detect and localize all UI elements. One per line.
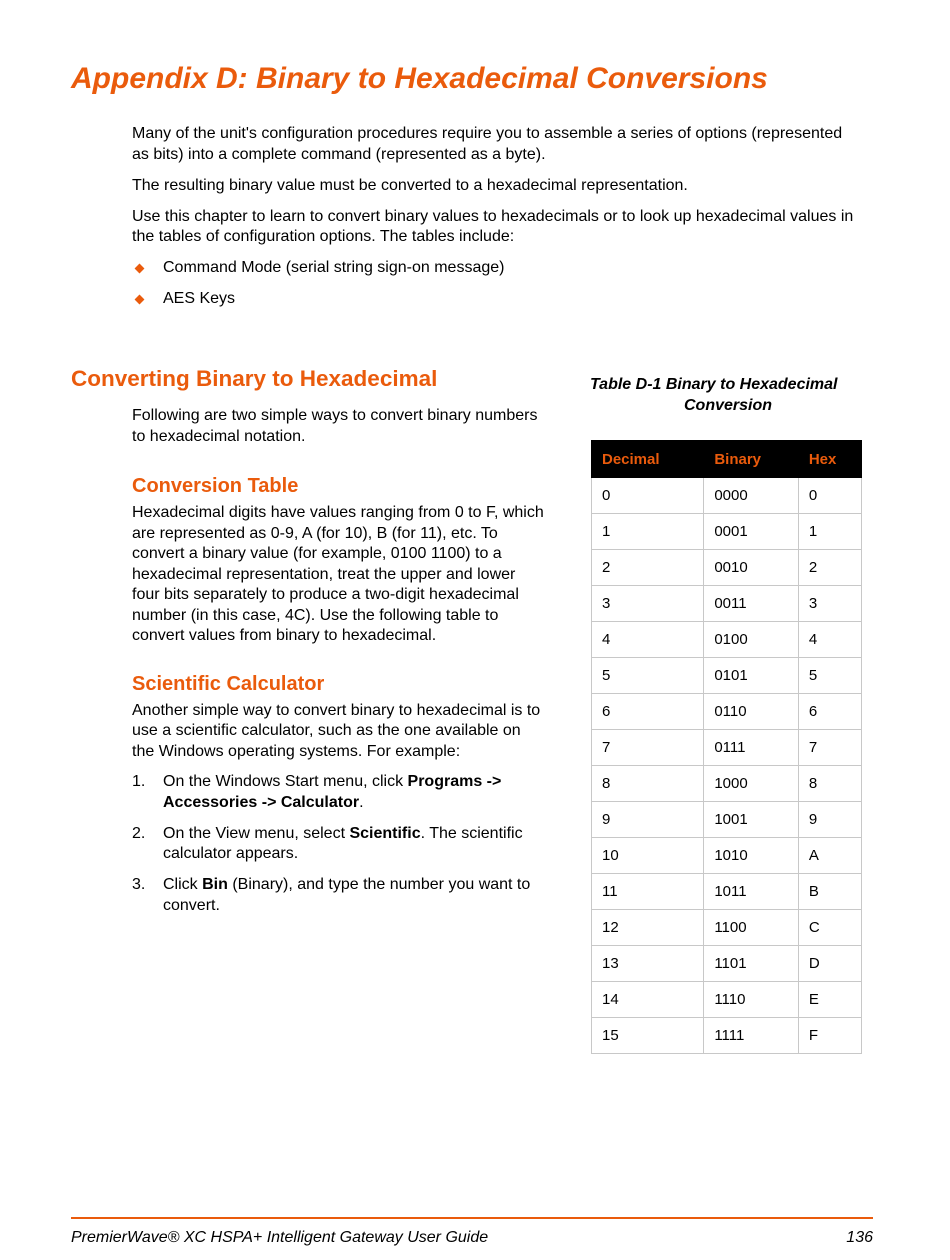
- cell-binary: 0001: [704, 514, 799, 550]
- step-bold-text: Bin: [202, 876, 228, 893]
- table-row: [592, 514, 862, 550]
- step-text: Click: [163, 876, 203, 893]
- cell-hex: 3: [798, 586, 861, 622]
- cell-decimal: 0: [592, 478, 704, 514]
- cell-hex: 4: [798, 622, 861, 658]
- cell-hex: E: [798, 982, 861, 1018]
- cell-binary: 0100: [704, 622, 799, 658]
- step-text: On the View menu, select: [163, 824, 350, 842]
- table-row: [592, 766, 862, 802]
- calculator-steps-list: [132, 772, 547, 916]
- table-header-row: [592, 441, 862, 478]
- bullet-item: [132, 289, 862, 310]
- column-header-decimal: Decimal: [592, 441, 704, 478]
- cell-decimal: 3: [592, 586, 704, 622]
- step-bold-text: Scientific: [349, 824, 421, 842]
- cell-hex: 7: [798, 730, 861, 766]
- table-row: [592, 1018, 862, 1054]
- column-header-binary: Binary: [704, 441, 799, 478]
- step-number: 2.: [132, 824, 146, 842]
- step-number: 3.: [132, 876, 146, 893]
- scientific-calculator-heading: Scientific Calculator: [132, 672, 325, 695]
- cell-binary: 1100: [704, 910, 799, 946]
- step-text: . The scientific calculator appears.: [163, 824, 523, 862]
- cell-decimal: 14: [592, 982, 704, 1018]
- cell-hex: C: [798, 910, 861, 946]
- conversion-table-text: Hexadecimal digits have values ranging from 0 to F, which are represented as 0-9, A (for 10), B (for 11), etc. To convert a binary value (for example, 0100 1100) to a hexadecimal representation, treat the upper and lower four bits separately to produce a two-digit hexadecimal number (in this case, 4C). Use the following table to convert values from binary to hexadecimal.: [132, 504, 544, 644]
- cell-decimal: 9: [592, 802, 704, 838]
- cell-binary: 0111: [704, 730, 799, 766]
- section-intro: Following are two simple ways to convert binary numbers to hexadecimal notation.: [132, 407, 538, 445]
- cell-hex: F: [798, 1018, 861, 1054]
- cell-decimal: 11: [592, 874, 704, 910]
- table-row: [592, 946, 862, 982]
- cell-decimal: 7: [592, 730, 704, 766]
- diamond-bullet-icon: [135, 295, 145, 305]
- scientific-calculator-text: Another simple way to convert binary to hexadecimal is to use a scientific calculator, such as the one available on the Windows operating systems. For example:: [132, 701, 541, 760]
- cell-binary: 1110: [704, 982, 799, 1018]
- cell-binary: 1011: [704, 874, 799, 910]
- bullet-item: [132, 258, 862, 279]
- cell-decimal: 1: [592, 514, 704, 550]
- cell-decimal: 13: [592, 946, 704, 982]
- conversion-table: [591, 440, 862, 1054]
- intro-paragraph: The resulting binary value must be converted to a hexadecimal representation.: [132, 176, 688, 194]
- table-caption-line: Table D-1 Binary to Hexadecimal: [590, 376, 838, 393]
- table-row: [592, 694, 862, 730]
- cell-hex: 8: [798, 766, 861, 802]
- footer-page-number: 136: [846, 1229, 873, 1246]
- column-header-hex: Hex: [798, 441, 861, 478]
- cell-binary: 1000: [704, 766, 799, 802]
- table-body: [592, 478, 862, 1054]
- bullet-text: AES Keys: [163, 290, 236, 307]
- cell-hex: 2: [798, 550, 861, 586]
- cell-hex: 5: [798, 658, 861, 694]
- footer-guide-title: PremierWave® XC HSPA+ Intelligent Gateway User Guide: [71, 1229, 489, 1246]
- section-heading: Converting Binary to Hexadecimal: [71, 366, 438, 391]
- cell-decimal: 5: [592, 658, 704, 694]
- cell-hex: 6: [798, 694, 861, 730]
- table-row: [592, 982, 862, 1018]
- page-title: Appendix D: Binary to Hexadecimal Conversions: [71, 62, 768, 95]
- step-text: .: [359, 793, 364, 811]
- step-text: On the Windows Start menu, click: [163, 773, 408, 790]
- cell-binary: 1111: [704, 1018, 799, 1054]
- diamond-bullet-icon: [135, 264, 145, 274]
- table-caption-line: Conversion: [684, 397, 773, 414]
- table-row: [592, 874, 862, 910]
- cell-binary: 0101: [704, 658, 799, 694]
- cell-binary: 1010: [704, 838, 799, 874]
- cell-hex: 0: [798, 478, 861, 514]
- step-bold-text: Programs -> Accessories -> Calculator: [163, 773, 502, 811]
- cell-decimal: 4: [592, 622, 704, 658]
- table-row: [592, 622, 862, 658]
- step-item: [132, 824, 547, 865]
- table-row: [592, 478, 862, 514]
- cell-binary: 0010: [704, 550, 799, 586]
- cell-decimal: 6: [592, 694, 704, 730]
- conversion-methods-column: [132, 406, 547, 927]
- cell-binary: 1001: [704, 802, 799, 838]
- cell-hex: B: [798, 874, 861, 910]
- cell-decimal: 8: [592, 766, 704, 802]
- cell-decimal: 15: [592, 1018, 704, 1054]
- cell-hex: D: [798, 946, 861, 982]
- cell-decimal: 12: [592, 910, 704, 946]
- table-row: [592, 658, 862, 694]
- intro-paragraph: Many of the unit's configuration procedures require you to assemble a series of options (represented as bits) into a complete command (represented as a byte).: [132, 125, 843, 163]
- cell-decimal: 2: [592, 550, 704, 586]
- cell-hex: A: [798, 838, 861, 874]
- table-row: [592, 838, 862, 874]
- intro-paragraph: Use this chapter to learn to convert binary values to hexadecimals or to look up hexadecimal values in the tables of configuration options. The tables include:: [132, 207, 854, 245]
- bullet-text: Command Mode (serial string sign-on message): [163, 259, 505, 276]
- cell-binary: 0011: [704, 586, 799, 622]
- conversion-table-heading: Conversion Table: [132, 475, 299, 497]
- intro-section: [132, 124, 862, 320]
- cell-decimal: 10: [592, 838, 704, 874]
- table-caption: [590, 374, 880, 416]
- footer-divider: [71, 1217, 873, 1219]
- step-number: 1.: [132, 773, 146, 790]
- step-item: [132, 772, 547, 813]
- cell-binary: 1101: [704, 946, 799, 982]
- table-row: [592, 802, 862, 838]
- cell-binary: 0000: [704, 478, 799, 514]
- table-row: [592, 910, 862, 946]
- options-bullet-list: [132, 258, 862, 310]
- cell-binary: 0110: [704, 694, 799, 730]
- step-text: (Binary), and type the number you want to convert.: [163, 876, 531, 914]
- table-row: [592, 550, 862, 586]
- table-row: [592, 730, 862, 766]
- cell-hex: 9: [798, 802, 861, 838]
- step-item: [132, 875, 547, 916]
- table-row: [592, 586, 862, 622]
- cell-hex: 1: [798, 514, 861, 550]
